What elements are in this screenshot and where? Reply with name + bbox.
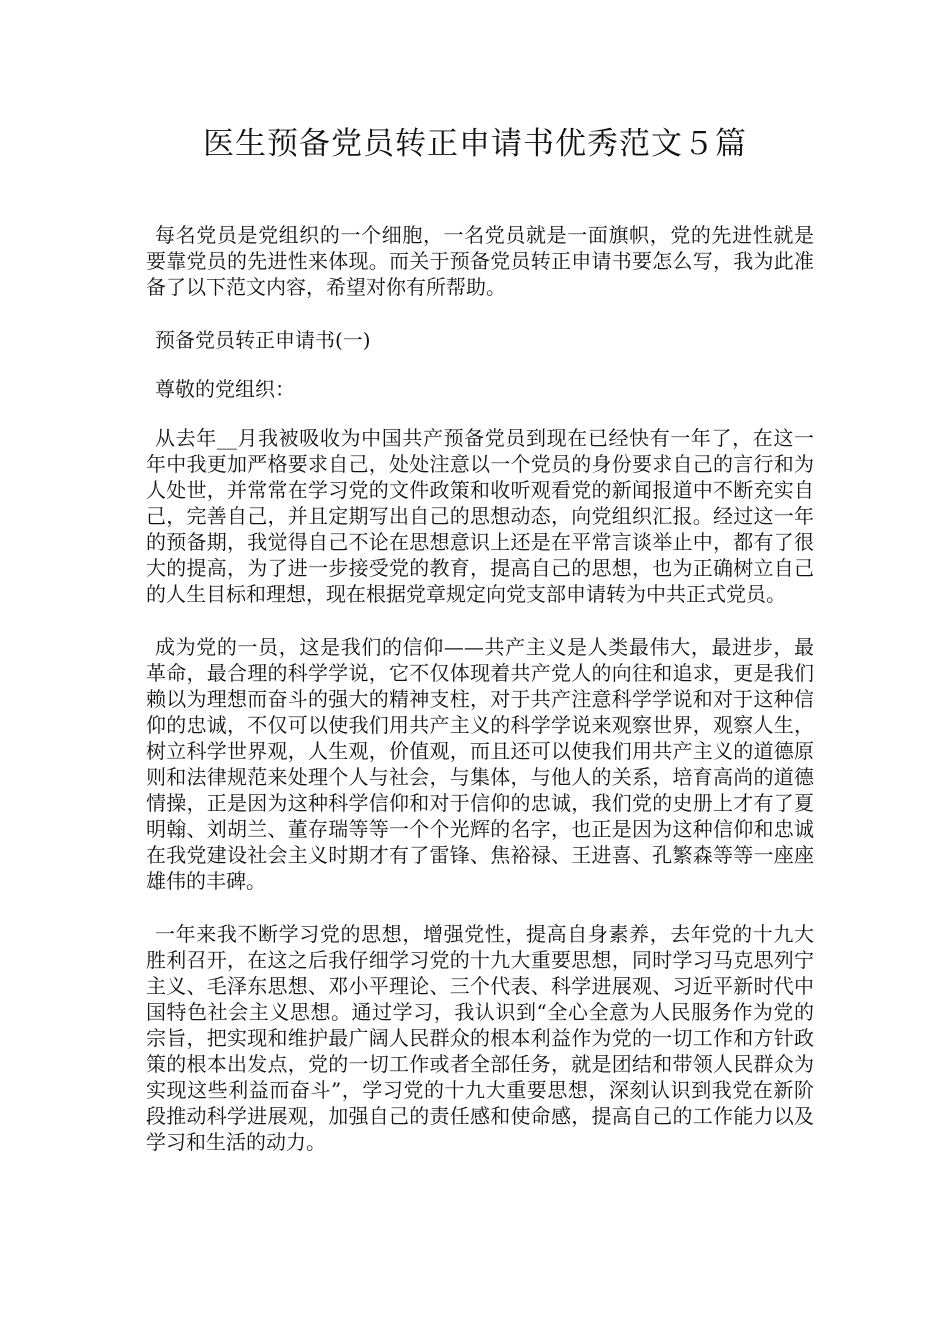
document-title: 医生预备党员转正申请书优秀范文５篇 [203, 126, 747, 162]
salutation: 尊敬的党组织： [155, 377, 295, 401]
body-paragraph: 从去年__月我被吸收为中国共产预备党员到现在已经快有一年了，在这一年中我更加严格要求自己，处处注意以一个党员的身份要求自己的言行和为人处世，并常常在学习党的文件政策和收听观看党的新闻报道中不断充实自己，完善自己，并且定期写出自己的思想动态，向党组织汇报。经过这一年的预备期，我觉得自己不论在思想意识上还是在平常言谈举止中，都有了很大的提高，为了进一步接受党的教育，提高自己的思想，也为正确树立自己的人生目标和理想，现在根据党章规定向党支部申请转为中共正式党员。 [146, 426, 814, 606]
section-heading: 预备党员转正申请书(一) [155, 328, 371, 352]
document-body [146, 222, 814, 1182]
body-paragraph: 成为党的一员，这是我们的信仰——共产主义是人类最伟大，最进步，最革命，最合理的科学学说，它不仅体现着共产党人的向往和追求，更是我们赖以为理想而奋斗的强大的精神支柱，对于共产注意科学学说和对于这种信仰的忠诚，不仅可以使我们用共产主义的科学学说来观察世界，观察人生，树立科学世界观，人生观，价值观，而且还可以使我们用共产主义的道德原则和法律规范来处理个人与社会，与集体，与他人的关系，培育高尚的道德情操，正是因为这种科学信仰和对于信仰的忠诚，我们党的史册上才有了夏明翰、刘胡兰、董存瑞等等一个个光辉的名字，也正是因为这种信仰和忠诚在我党建设社会主义时期才有了雷锋、焦裕禄、王进喜、孔繁森等等一座座雄伟的丰碑。 [146, 635, 814, 893]
intro-paragraph: 每名党员是党组织的一个细胞，一名党员就是一面旗帜，党的先进性就是要靠党员的先进性来体现。而关于预备党员转正申请书要怎么写，我为此准备了以下范文内容，希望对你有所帮助。 [146, 223, 814, 299]
body-paragraph: 一年来我不断学习党的思想，增强党性，提高自身素养，去年党的十九大胜利召开，在这之后我仔细学习党的十九大重要思想，同时学习马克思列宁主义、毛泽东思想、邓小平理论、三个代表、科学进展观、习近平新时代中国特色社会主义思想。通过学习，我认识到“全心全意为人民服务作为党的宗旨，把实现和维护最广阔人民群众的根本利益作为党的一切工作和方针政策的根本出发点，党的一切工作或者全部任务，就是团结和带领人民群众为实现这些利益而奋斗”，学习党的十九大重要思想，深刻认识到我党在新阶段推动科学进展观，加强自己的责任感和使命感，提高自己的工作能力以及学习和生活的动力。 [146, 922, 814, 1154]
